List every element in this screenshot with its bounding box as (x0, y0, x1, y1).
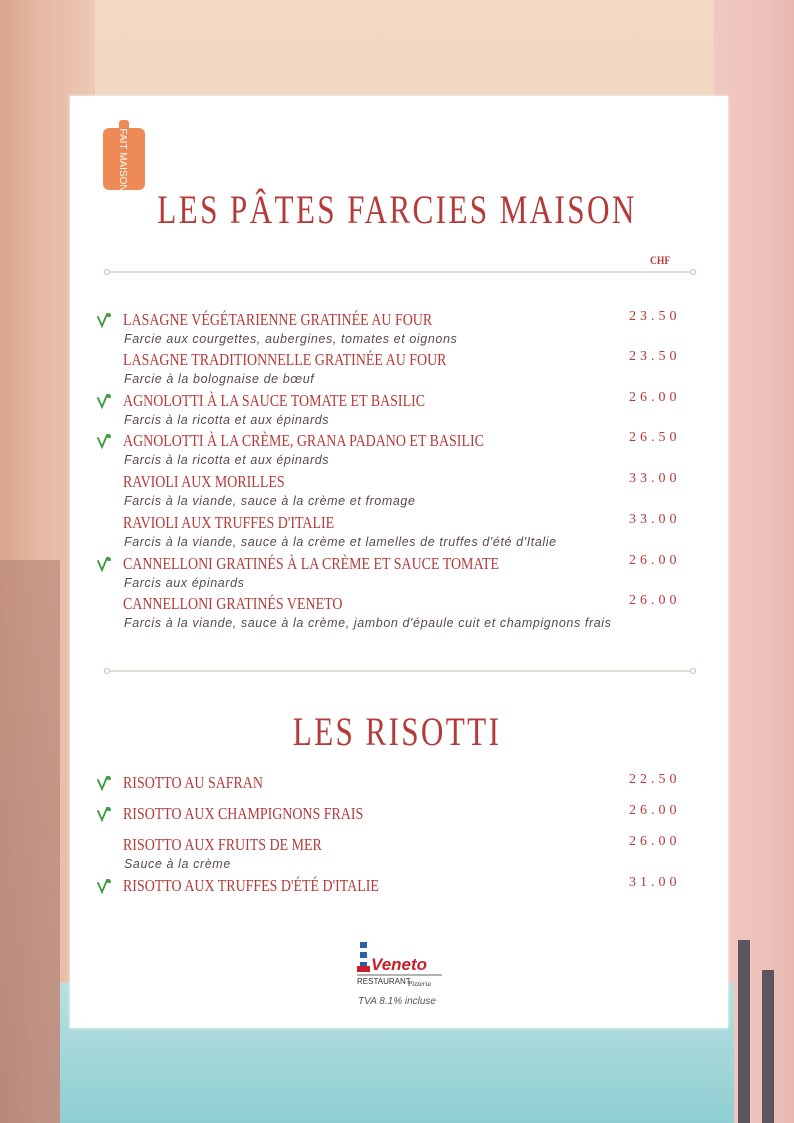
veneto-logo (354, 940, 444, 995)
veneto-logo-sub2: Pizzeria (408, 980, 431, 988)
currency-label: CHF (650, 253, 671, 267)
veneto-logo-brand: Veneto (371, 955, 428, 974)
menu-item-name: RAVIOLI AUX MORILLES (123, 472, 285, 491)
vegetarian-icon (97, 806, 111, 822)
menu-item-price: 31.00 (629, 875, 681, 890)
menu-item-price: 26.00 (629, 834, 681, 849)
vegetarian-icon (97, 556, 111, 572)
menu-item-name: AGNOLOTTI À LA SAUCE TOMATE ET BASILIC (123, 391, 426, 410)
vegetarian-icon (97, 393, 111, 409)
background-wall-shadow (0, 560, 60, 1123)
menu-item-description: Farcis aux épinards (124, 576, 245, 590)
menu-item-description: Farcis à la ricotta et aux épinards (124, 413, 330, 427)
fait-maison-logo-text: FAIT MAISON (117, 128, 128, 192)
vegetarian-icon (97, 775, 111, 791)
vegetarian-icon (97, 312, 111, 328)
menu-item-price: 22.50 (629, 772, 681, 787)
section-title-risotti: LES RISOTTI (292, 709, 502, 754)
menu-item-name: RISOTTO AUX TRUFFES D'ÉTÉ D'ITALIE (123, 876, 379, 895)
tva-note: TVA 8.1% incluse (357, 996, 436, 1007)
background-mooring-pole (738, 940, 750, 1123)
menu-item-description: Farcis à la viande, sauce à la crème, jambon d'épaule cuit et champignons frais (124, 616, 612, 630)
menu-item-name: RAVIOLI AUX TRUFFES D'ITALIE (123, 513, 335, 532)
menu-item-description: Farcis à la viande, sauce à la crème et fromage (124, 494, 416, 508)
menu-item-name: AGNOLOTTI À LA CRÈME, GRANA PADANO ET BASILIC (123, 431, 484, 450)
vegetarian-icon (97, 878, 111, 894)
menu-item-name: CANNELLONI GRATINÉS VENETO (123, 594, 343, 613)
menu-item-price: 33.00 (629, 471, 681, 486)
menu-item-description: Sauce à la crème (124, 857, 231, 871)
vegetarian-icon (97, 433, 111, 449)
menu-item-price: 26.00 (629, 593, 681, 608)
menu-item-description: Farcie à la bolognaise de bœuf (124, 372, 315, 386)
menu-item-name: RISOTTO AUX FRUITS DE MER (123, 835, 322, 854)
menu-item-price: 26.00 (629, 390, 681, 405)
menu-item-name: LASAGNE VÉGÉTARIENNE GRATINÉE AU FOUR (123, 310, 433, 329)
menu-item-description: Farcis à la ricotta et aux épinards (124, 453, 330, 467)
menu-item-name: CANNELLONI GRATINÉS À LA CRÈME ET SAUCE TOMATE (123, 554, 500, 573)
divider-bottom (104, 666, 696, 676)
divider-top (104, 267, 696, 277)
section-title-pates: LES PÂTES FARCIES MAISON (157, 187, 637, 232)
menu-item-price: 26.00 (629, 803, 681, 818)
menu-item-description: Farcie aux courgettes, aubergines, tomates et oignons (124, 332, 458, 346)
menu-item-name: RISOTTO AUX CHAMPIGNONS FRAIS (123, 804, 364, 823)
fait-maison-logo (103, 120, 145, 192)
menu-item-price: 26.00 (629, 553, 681, 568)
menu-item-name: LASAGNE TRADITIONNELLE GRATINÉE AU FOUR (123, 350, 447, 369)
menu-item-price: 26.50 (629, 430, 681, 445)
menu-item-price: 33.00 (629, 512, 681, 527)
menu-item-name: RISOTTO AU SAFRAN (123, 773, 263, 792)
menu-item-description: Farcis à la viande, sauce à la crème et lamelles de truffes d'été d'Italie (124, 535, 557, 549)
menu-item-price: 23.50 (629, 349, 681, 364)
menu-item-price: 23.50 (629, 309, 681, 324)
veneto-logo-sub: RESTAURANT (357, 977, 411, 986)
background-mooring-pole (762, 970, 774, 1123)
